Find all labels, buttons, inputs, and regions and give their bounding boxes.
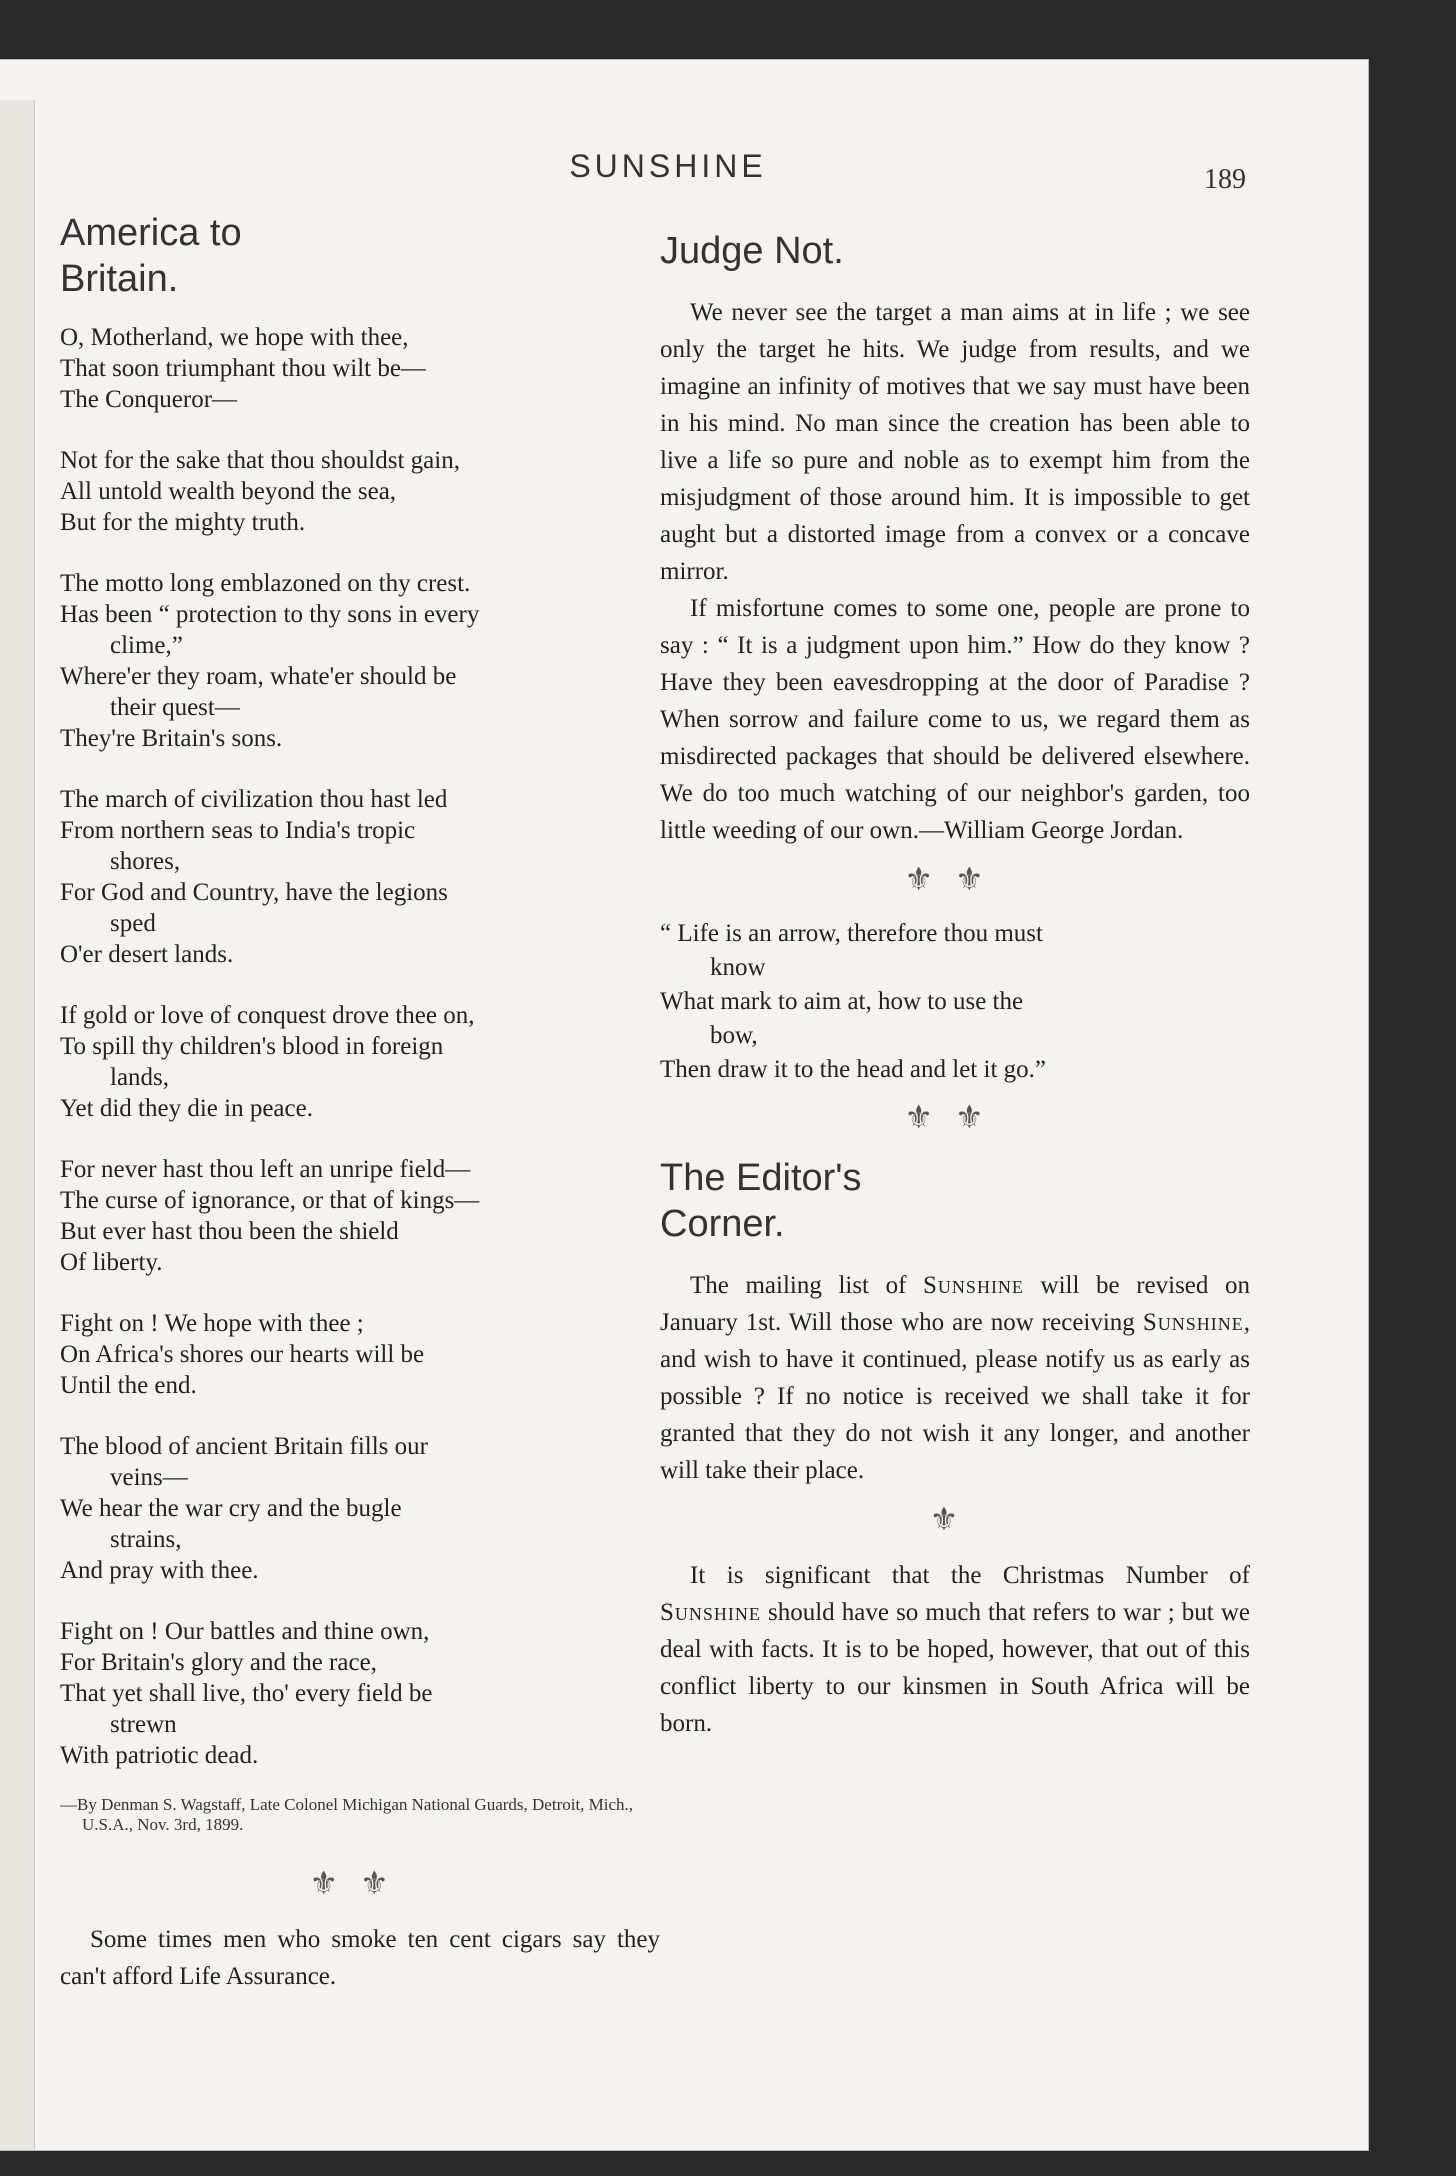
running-title: SUNSHINE — [569, 148, 767, 184]
poem-line: Where'er they roam, whate'er should be — [60, 663, 457, 690]
poem-stanza — [60, 1000, 660, 1124]
poem-line: their quest— — [110, 694, 240, 721]
quote-line: know — [710, 954, 766, 981]
poem-line: Not for the sake that thou shouldst gain, — [60, 447, 460, 474]
christmas-number-note — [660, 1557, 1250, 1742]
poem-line: That soon triumphant thou wilt be— — [60, 355, 426, 382]
poem-line: For God and Country, have the legions — [60, 879, 448, 906]
quote-line: “ Life is an arrow, therefore thou must — [660, 920, 1043, 947]
poem-line: That yet shall live, tho' every field be — [60, 1680, 433, 1707]
poem-line: Has been “ protection to thy sons in every — [60, 601, 480, 628]
judge-not-paragraph: We never see the target a man aims at in life ; we see only the target he hits. We judge from results, and we imagine an infinity of motives that we say must have been in his mind. No man since the creation has been able to live a life so pure and noble as to exempt him from the misjudgment of those around him. It is impossible to get aught but a distorted image from a convex or a concave mirror. — [660, 299, 1250, 585]
cigars-note: Some times men who smoke ten cent cigars say they can't afford Life Assurance. — [60, 1926, 660, 1990]
quote-line: Then draw it to the head and let it go.” — [660, 1056, 1046, 1083]
poem-line: We hear the war cry and the bugle — [60, 1495, 402, 1522]
poem-line: lands, — [110, 1064, 170, 1091]
left-column — [60, 210, 660, 1995]
poem-stanza — [60, 1616, 660, 1771]
poem-line: From northern seas to India's tropic — [60, 817, 416, 844]
judge-not-paragraph: If misfortune comes to some one, people are prone to say : “ It is a judgment upon him.” How do they know ? Have they been eavesdropping at the door of Paradise ? When sorrow and failure come to us, we regard them as misdirected packages that should be delivered elsewhere. We do too much watching of our neighbor's garden, too little weeding of our own.—William George Jordan. — [660, 595, 1250, 844]
magazine-page — [0, 60, 1368, 2150]
editors-corner-title — [660, 1155, 1250, 1247]
text-run: It is significant that the Christmas Number of — [690, 1562, 1250, 1589]
poem-line: O, Motherland, we hope with thee, — [60, 324, 409, 351]
poem-line: Fight on ! Our battles and thine own, — [60, 1618, 430, 1645]
facing-page-edge — [0, 100, 35, 2150]
poem-line: strewn — [110, 1711, 177, 1738]
fleur-de-lis-ornament: ⚜ — [929, 1501, 981, 1537]
poem-title — [60, 210, 660, 302]
poem-line: strains, — [110, 1526, 182, 1553]
poem-line: But for the mighty truth. — [60, 509, 306, 536]
poem-stanza — [60, 784, 660, 970]
poem-stanza — [60, 445, 660, 538]
right-column — [660, 228, 1250, 1742]
fleur-de-lis-ornament: ⚜⚜ — [904, 1099, 1006, 1135]
poem-line: But ever hast thou been the shield — [60, 1218, 399, 1245]
poem-line: The blood of ancient Britain fills our — [60, 1433, 428, 1460]
poem-line: The curse of ignorance, or that of kings— — [60, 1187, 480, 1214]
poem-line: clime,” — [110, 632, 183, 659]
poem-line: All untold wealth beyond the sea, — [60, 478, 397, 505]
arrow-quote — [660, 917, 1250, 1087]
poem-stanza — [60, 1154, 660, 1278]
magazine-name: Sunshine — [660, 1599, 761, 1626]
poem-line: Yet did they die in peace. — [60, 1095, 313, 1122]
poem-stanza — [60, 322, 660, 415]
poem-line: O'er desert lands. — [60, 941, 234, 968]
poem-stanza — [60, 1431, 660, 1586]
poem-title-line: America to — [60, 212, 242, 254]
poem-body — [60, 322, 660, 1771]
poem-line: For Britain's glory and the race, — [60, 1649, 377, 1676]
poem-line: The motto long emblazoned on thy crest. — [60, 570, 471, 597]
poem-line: And pray with thee. — [60, 1557, 259, 1584]
poem-line: To spill thy children's blood in foreign — [60, 1033, 444, 1060]
judge-not-title: Judge Not. — [660, 230, 844, 272]
poem-line: They're Britain's sons. — [60, 725, 283, 752]
poem-line: If gold or love of conquest drove thee on, — [60, 1002, 475, 1029]
text-run: will be revised on January 1st. Will those who are now receiving — [660, 1272, 1251, 1336]
poem-line: Fight on ! We hope with thee ; — [60, 1310, 364, 1337]
magazine-name: Sunshine — [923, 1272, 1024, 1299]
page-number: 189 — [1204, 164, 1246, 195]
poem-line: The march of civilization thou hast led — [60, 786, 448, 813]
poem-stanza — [60, 568, 660, 754]
editors-corner-title-line: Corner. — [660, 1203, 785, 1245]
editors-corner-title-line: The Editor's — [660, 1157, 862, 1199]
poem-line: sped — [110, 910, 156, 937]
mailing-list-notice — [660, 1267, 1250, 1489]
fleur-de-lis-ornament: ⚜⚜ — [904, 861, 1006, 897]
poem-line: On Africa's shores our hearts will be — [60, 1341, 425, 1368]
poem-line: Until the end. — [60, 1372, 197, 1399]
quote-line: What mark to aim at, how to use the — [660, 988, 1024, 1015]
poem-stanza — [60, 1308, 660, 1401]
poem-byline: —By Denman S. Wagstaff, Late Colonel Michigan National Guards, Detroit, Mich., U.S.A., Nov. 3rd, 1899. — [60, 1795, 634, 1834]
poem-line: shores, — [110, 848, 181, 875]
poem-line: Of liberty. — [60, 1249, 163, 1276]
poem-line: veins— — [110, 1464, 188, 1491]
text-run: should have so much that refers to war ; but we deal with facts. It is to be hoped, however, that out of this conflict liberty to our kinsmen in South Africa will be born. — [660, 1599, 1250, 1737]
poem-line: With patriotic dead. — [60, 1742, 259, 1769]
fleur-de-lis-ornament: ⚜⚜ — [309, 1865, 411, 1901]
quote-line: bow, — [710, 1022, 758, 1049]
poem-title-line: Britain. — [60, 258, 179, 300]
poem-line: The Conqueror— — [60, 386, 238, 413]
poem-line: For never hast thou left an unripe field— — [60, 1156, 471, 1183]
text-run: , and wish to have it continued, please notify us as early as possible ? If no notice is received we shall take it for granted that they do not wish it any longer, and another will take their place. — [660, 1309, 1250, 1484]
text-run: The mailing list of — [690, 1272, 924, 1299]
magazine-name: Sunshine — [1142, 1309, 1244, 1336]
